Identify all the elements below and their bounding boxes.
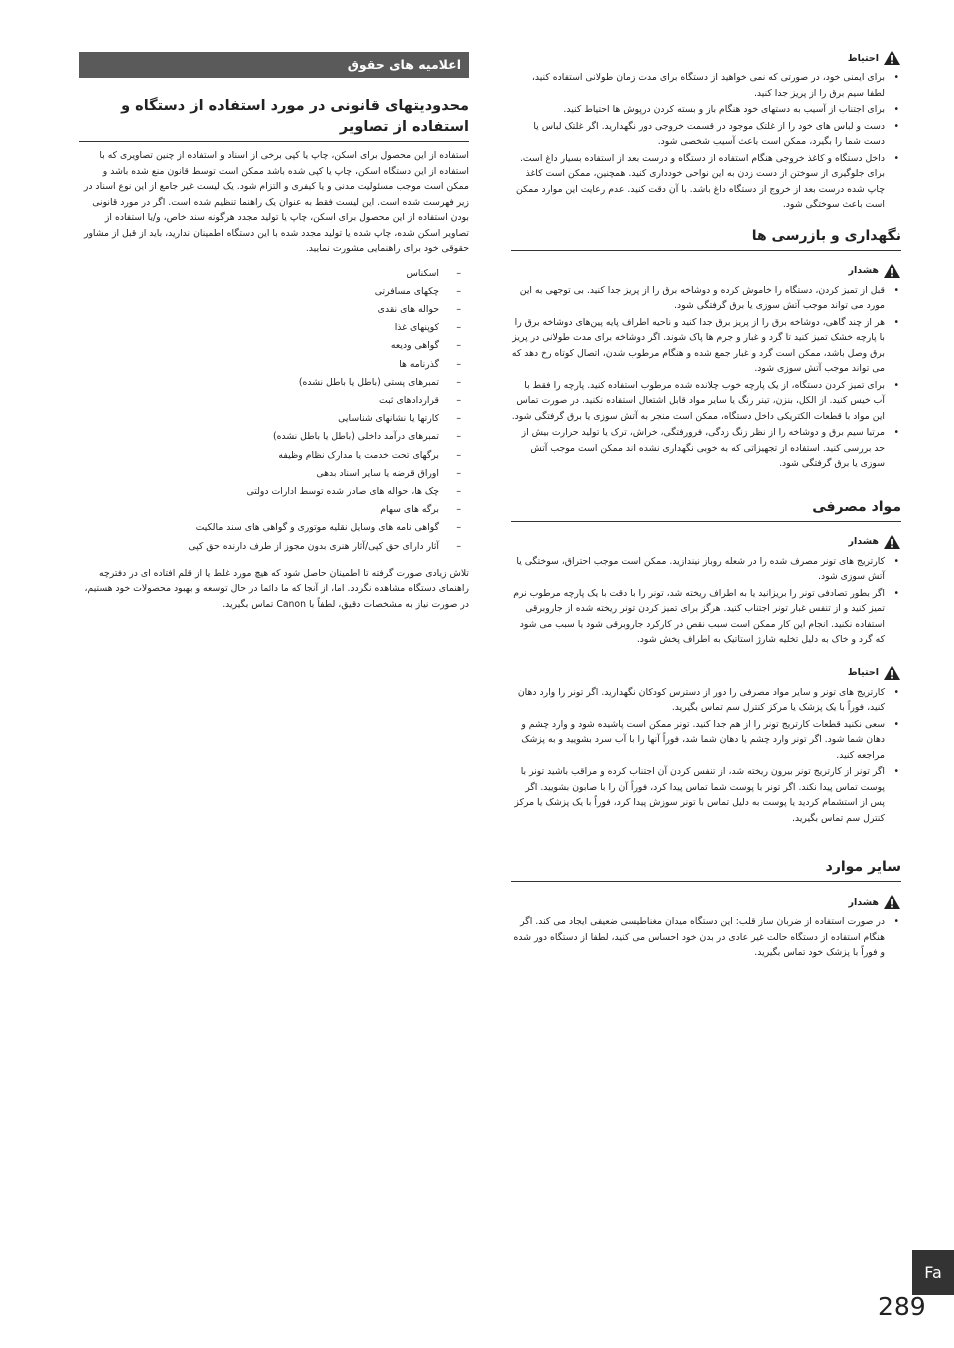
list-item: – قراردادهای ثبت [79, 392, 439, 410]
list-item: • اگر بطور تصادفی تونر را بریزانید یا به اطراف ریخته شد، تونر را با دقت با یک پارچه مرطوب نرم تمیز کنید و از تنفس غبار تونر اجتناب کنید. هرگز برای تمیز کردن تونر ریخته شده از جاروبرقی استفاده نکنید. انجام این کار ممکن است سبب نقص در کارکرد جاروبرقی شود یا سبب می شود که گرد و خاک به دلیل تخلیه شارژ استاتیک به اطراف پخش شود. [511, 586, 885, 648]
warning-label: هشدار [511, 534, 901, 550]
list-item: – گذرنامه ها [79, 356, 439, 374]
maintenance-heading: نگهداری و بازرسی ها [511, 228, 901, 251]
list-item: – گواهی ودیعه [79, 337, 439, 355]
caution-list [511, 70, 901, 213]
list-item: – برگهای تحت خدمت یا مدارک نظام وظیفه [79, 447, 439, 465]
list-item: • برای تمیز کردن دستگاه، از یک پارچه خوب چلانده شده مرطوب استفاده کنید. پارچه را فقط با آب خیس کنید. از الکل، بنزن، تینر رنگ یا سایر مواد قابل اشتعال استفاده نکنید. در صورت تماس این مواد با قطعات الکتریکی داخل دستگاه، ممکن است منجر به آتش سوزی یا برق گرفتگی شود. [511, 378, 885, 425]
left-column [79, 52, 469, 612]
list-item: • برای اجتناب از آسیب به دستهای خود هنگام باز و بسته کردن درپوش ها احتیاط کنید. [511, 102, 885, 118]
list-item: – آثار دارای حق کپی/آثار هنری بدون مجوز از طرف دارنده حق کپی [79, 538, 439, 556]
list-item: • سعی نکنید قطعات کارتریج تونر را از هم جدا کنید. تونر ممکن است پاشیده شود و وارد چشم و دهان شما شود. اگر تونر وارد چشم یا دهان شما شد، فوراً آنها را با آب سرد بشویید و به پزشک مراجعه کنید. [511, 717, 885, 764]
warning-triangle-icon [883, 50, 901, 66]
list-item: • دست و لباس های خود را از غلتک موجود در قسمت خروجی دور نگهدارید. اگر غلتک لباس یا دست شما را بگیرد، ممکن است باعث آسیب شخصی شود. [511, 119, 885, 150]
maintenance-list [511, 283, 901, 472]
consumables-heading: مواد مصرفی [511, 499, 901, 522]
legal-title: محدودیتهای قانونی در مورد استفاده از دستگاه و استفاده از تصاویر [79, 96, 469, 142]
list-item: – کارتها یا نشانهای شناسایی [79, 410, 439, 428]
warning-label: هشدار [511, 894, 901, 910]
document-list [79, 265, 469, 556]
legal-paragraph: استفاده از این محصول برای اسکن، چاپ یا کپی برخی از اسناد و استفاده از چنین تصاویری که با استفاده از این دستگاه اسکن، چاپ یا کپی شده باشد ممکن است توسط قانون منع شده باشد و ممکن است موجب مسئولیت مدنی و یا کیفری و التزام شود. یک لیست غیر جامع از این نوع اسناد در زیر فهرست شده است. این لیست فقط به عنوان یک راهنما تنظیم شده است. اگر در مورد قانونی بودن استفاده از این محصول برای اسکن، چاپ یا تولید مجدد هرگونه سند خاص، و/یا استفاده از تصاویر اسکن شده، چاپ شده یا تولید مجدد شده با این دستگاه اطمینان ندارید، باید از قبل از مشاور حقوقی خود برای راهنمایی مشورت نمایید. [83, 150, 469, 254]
warning-triangle-icon [883, 894, 901, 910]
list-item: • داخل دستگاه و کاغذ خروجی هنگام استفاده از دستگاه و درست بعد از استفاده بسیار داغ است. برای جلوگیری از سوختن از دست زدن به این نواحی خودداری کنید. همچنین، ممکن است کاغذ چاپ شده درست بعد از خروج از دستگاه داغ باشد. با آن دقت کنید. عدم رعایت این موارد ممکن است باعث سوختگی شود. [511, 151, 885, 213]
list-item: • اگر تونر از کارتریج تونر بیرون ریخته شد، از تنفس کردن آن اجتناب کرده و مراقب باشید تونر با پوست تماس پیدا نکند. اگر تونر با پوست شما تماس پیدا کرد، فوراً آن را با صابون بشویید. اگر پس از استشمام کردید یا پوست به دلیل تماس با تونر سوزش پیدا کرد، فوراً با یک پزشک یا مرکز کنترل سم تماس بگیرید. [511, 764, 885, 826]
warning-triangle-icon [883, 263, 901, 279]
list-item: • مرتبا سیم برق و دوشاخه را از نظر زنگ زدگی، فرورفتگی، خراش، ترک یا تولید حرارت بیش از حد بررسی کنید. استفاده از تجهیزاتی که به خوبی نگهداری نشده اند ممکن است موجب آتش سوزی یا برق گرفتگی شود. [511, 425, 885, 472]
list-item: – چکهای مسافرتی [79, 283, 439, 301]
list-item: • کارتریج های تونر و سایر مواد مصرفی را دور از دسترس کودکان نگهدارید. اگر تونر را وارد دهان کنید، فوراً با یک پزشک یا مرکز کنترل سم تماس بگیرید. [511, 685, 885, 716]
other-list [511, 914, 901, 961]
consumables-caution-list [511, 685, 901, 827]
list-item: – کوپنهای غذا [79, 319, 439, 337]
warning-label: هشدار [511, 263, 901, 279]
list-item: – اسکناس [79, 265, 439, 283]
list-item: • برای ایمنی خود، در صورتی که نمی خواهید از دستگاه برای مدت زمان طولانی استفاده کنید، لطفا سیم برق را از پریز جدا کنید. [511, 70, 885, 101]
page-number: 289 [878, 1292, 926, 1321]
list-item: – حواله های نقدی [79, 301, 439, 319]
list-item: – اوراق قرضه یا سایر اسناد بدهی [79, 465, 439, 483]
list-item: – برگه های سهام [79, 501, 439, 519]
section-band: اعلامیه های حقوق [79, 52, 469, 78]
caution-label: احتیاط [511, 665, 901, 681]
list-item: – تمبرهای پستی (باطل یا باطل نشده) [79, 374, 439, 392]
disclaimer-paragraph: تلاش زیادی صورت گرفته تا اطمینان حاصل شود که هیچ مورد غلط یا از قلم افتاده ای در دفترچه راهنمای دستگاه مشاهده نگردد. اما، از آنجا که ما دائما در حال توسعه و بهبود محصولات خود هستیم، در صورت نیاز به مشخصات دقیق، لطفاً با Canon تماس بگیرید. [84, 567, 469, 610]
list-item: – تمبرهای درآمد داخلی (باطل یا باطل نشده) [79, 428, 439, 446]
caution-label: احتیاط [511, 50, 901, 66]
right-column [511, 50, 901, 962]
list-item: • در صورت استفاده از ضربان ساز قلب: این دستگاه میدان مغناطیسی ضعیفی ایجاد می کند. اگر هنگام استفاده از دستگاه حالت غیر عادی در بدن خود احساس می کنید، لطفا از دستگاه دور شده و فوراً با پزشک خود تماس بگیرید. [511, 914, 885, 961]
warning-triangle-icon [883, 665, 901, 681]
list-item: – گواهی نامه های وسایل نقلیه موتوری و گواهی های سند مالکیت [79, 519, 439, 537]
warning-triangle-icon [883, 534, 901, 550]
consumables-warning-list [511, 554, 901, 648]
list-item: • کارتریج های تونر مصرف شده را در شعله روباز نیندازید. ممکن است موجب احتراق، سوختگی یا آتش سوزی شود. [511, 554, 885, 585]
list-item: • قبل از تمیز کردن، دستگاه را خاموش کرده و دوشاخه برق را از پریز جدا کنید. بی توجهی به این مورد می تواند موجب آتش سوزی یا برق گرفتگی شود. [511, 283, 885, 314]
list-item: • هر از چند گاهی، دوشاخه برق را از پریز برق جدا کنید و ناحیه اطراف پایه پین‌های دوشاخه برق را با پارچه خشک تمیز کنید تا گرد و غبار و جرم ها پاک شوند. اگر دوشاخه برای مدت طولانی در پریز برق وصل باشد، ممکن است گرد و غبار جمع شده و هنگام مرطوب شدن، اتصال کوتاه رخ دهد که می تواند موجب آتش سوزی شود. [511, 315, 885, 377]
list-item: – چک ها، حواله های صادر شده توسط ادارات دولتی [79, 483, 439, 501]
language-tab: Fa [912, 1250, 954, 1295]
other-heading: سایر موارد [511, 859, 901, 882]
